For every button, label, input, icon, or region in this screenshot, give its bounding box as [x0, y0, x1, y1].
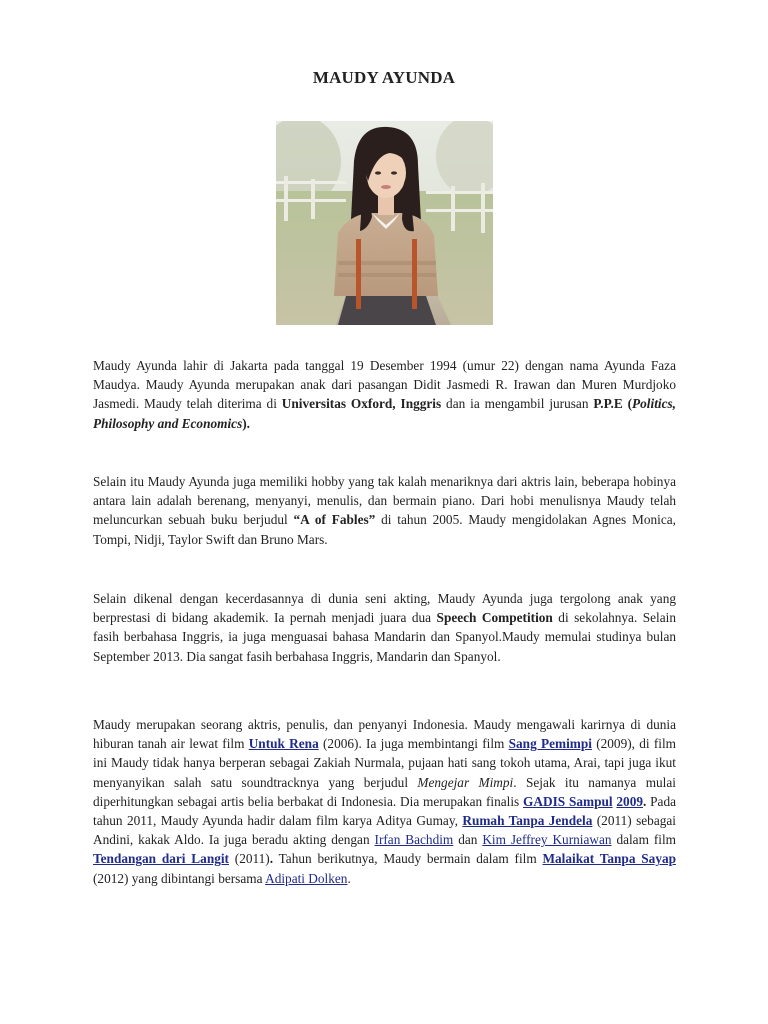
- bold-punctuation: ).: [242, 415, 251, 431]
- link-tendangan-dari-langit[interactable]: Tendangan dari Langit: [93, 851, 229, 867]
- page-title: MAUDY AYUNDA: [312, 68, 456, 87]
- text-span: (2012) yang dibintangi bersama: [93, 870, 266, 886]
- link-kim-jeffrey-kurniawan[interactable]: Kim Jeffrey Kurniawan: [482, 832, 612, 848]
- link-2009[interactable]: 2009: [616, 793, 643, 809]
- text-span: Selain itu Maudy Ayunda juga memiliki hobby yang tak kalah menariknya dari aktris lain, beberapa hobinya antara lain adalah berenang, menyanyi, menulis, dan bermain piano. Dari hobi menulisnya Maudy telah meluncurkan sebuah buku berjudul: [93, 474, 676, 528]
- bold-italic-major-name: Politics, Philosophy and Economics: [93, 396, 676, 431]
- bold-competition: Speech Competition: [436, 610, 553, 626]
- text-span: (2011): [228, 851, 270, 867]
- italic-song-title: Mengejar Mimpi: [417, 774, 514, 790]
- paragraph-career: [93, 715, 676, 888]
- link-rumah-tanpa-jendela[interactable]: Rumah Tanpa Jendela: [462, 813, 593, 829]
- text-span: Maudy merupakan seorang aktris, penulis, dan penyanyi Indonesia. Maudy mengawali karirnya di dunia hiburan tanah air lewat film: [93, 717, 676, 752]
- link-gadis-sampul[interactable]: GADIS Sampul: [523, 793, 613, 809]
- link-irfan-bachdim[interactable]: Irfan Bachdim: [374, 832, 454, 848]
- text-span: di tahun 2005. Maudy mengidolakan Agnes Monica, Tompi, Nidji, Taylor Swift dan Bruno Mars.: [93, 512, 676, 547]
- text-span: (2011) sebagai Andini, kakak Aldo. Ia juga beradu akting dengan: [93, 813, 676, 848]
- text-span: Selain dikenal dengan kecerdasannya di dunia seni akting, Maudy Ayunda juga tergolong anak yang berprestasi di bidang akademik. Ia pernah menjadi juara dua: [93, 591, 676, 626]
- bold-punctuation: .: [269, 851, 274, 867]
- text-span: dan: [453, 832, 483, 848]
- text-span: . Sejak itu namanya mulai diperhitungkan sebagai artis belia berbakat di Indonesia. Dia merupakan finalis: [93, 774, 676, 809]
- link-malaikat-tanpa-sayap[interactable]: Malaikat Tanpa Sayap: [542, 851, 677, 867]
- bold-major: P.P.E (: [593, 396, 633, 412]
- text-span: dan ia mengambil jurusan: [441, 396, 594, 412]
- text-span: di sekolahnya. Selain fasih berbahasa Inggris, ia juga menguasai bahasa Mandarin dan Spanyol.Maudy memulai studinya bulan September 2013. Dia sangat fasih berbahasa Inggris, Mandarin dan Spanyol.: [93, 610, 676, 664]
- text-span: (2009), di film ini Maudy tidak hanya berperan sebagai Zakiah Nurmala, pujaan hati sang tokoh utama, Arai, tapi juga ikut menyanyikan salah satu soundtracknya yang berjudul: [93, 736, 676, 790]
- bold-book-title: “A of Fables”: [293, 512, 376, 528]
- text-span: Pada tahun 2011, Maudy Ayunda hadir dalam film karya Aditya Gumay,: [93, 793, 677, 829]
- link-untuk-rena[interactable]: Untuk Rena: [248, 736, 319, 752]
- bold-university: Universitas Oxford, Inggris: [281, 396, 442, 412]
- paragraph-academics: [93, 589, 676, 666]
- link-adipati-dolken[interactable]: Adipati Dolken: [265, 870, 348, 886]
- link-sang-pemimpi[interactable]: Sang Pemimpi: [508, 736, 592, 752]
- text-span: .: [347, 870, 351, 886]
- bold-punctuation: .: [643, 793, 647, 809]
- text-span: Tahun berikutnya, Maudy bermain dalam film: [273, 851, 543, 867]
- text-span: Maudy Ayunda lahir di Jakarta pada tanggal 19 Desember 1994 (umur 22) dengan nama Ayunda Faza Maudya. Maudy Ayunda merupakan anak dari pasangan Didit Jasmedi R. Irawan dan Muren Murdjoko Jasmedi. Maudy telah diterima di: [93, 358, 676, 412]
- portrait-photo: [276, 121, 493, 325]
- paragraph-hobbies: [93, 472, 676, 549]
- text-span: dalam film: [611, 832, 677, 848]
- paragraph-biography: [93, 356, 676, 433]
- text-span: (2006). Ia juga membintangi film: [318, 736, 509, 752]
